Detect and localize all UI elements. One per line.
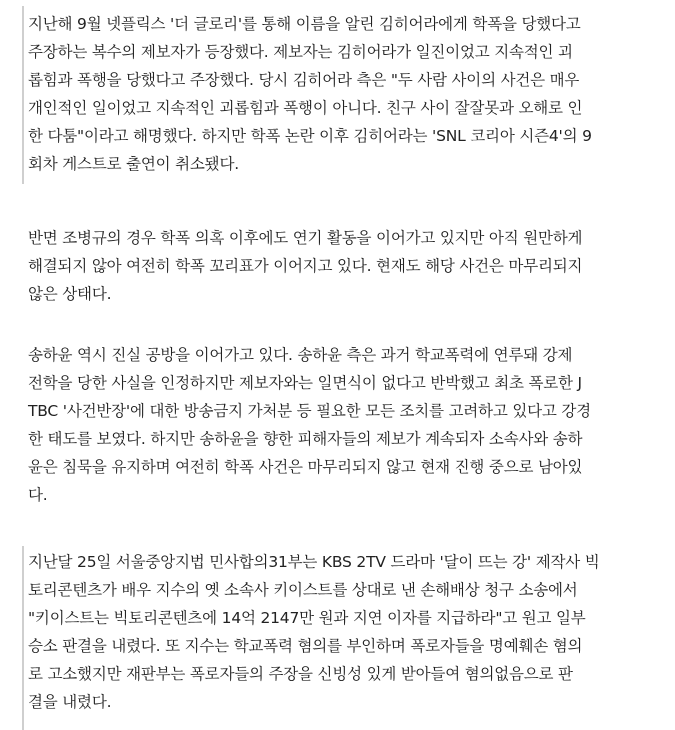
text-line: 다. — [28, 486, 48, 504]
text-line: 전학을 당한 사실을 인정하지만 제보자와는 일면식이 없다고 반박했고 최초 폭로한 J — [28, 374, 582, 392]
paragraph — [0, 224, 675, 314]
quoted-paragraph — [0, 546, 675, 730]
text-line: 해결되지 않아 여전히 학폭 꼬리표가 이어지고 있다. 현재도 해당 사건은 마무리되지 — [28, 257, 583, 275]
text-line: 주장하는 복수의 제보자가 등장했다. 제보자는 김히어라가 일진이었고 지속적인 괴 — [28, 43, 573, 61]
text-line: 로 고소했지만 재판부는 폭로자들의 주장을 신빙성 있게 받아들여 혐의없음으로 판 — [28, 665, 573, 683]
text-line: 지난달 25일 서울중앙지법 민사합의31부는 KBS 2TV 드라마 '달이 뜨는 강' 제작사 빅 — [28, 553, 600, 571]
text-line: 회차 게스트로 출연이 취소됐다. — [28, 155, 239, 173]
text-line: 반면 조병규의 경우 학폭 의혹 이후에도 연기 활동을 이어가고 있지만 아직 원만하게 — [28, 229, 583, 247]
quote-bar — [22, 546, 24, 730]
text-line: 않은 상태다. — [28, 285, 112, 303]
text-line: 롭힘과 폭행을 당했다고 주장했다. 당시 김히어라 측은 "두 사람 사이의 사건은 매우 — [28, 71, 580, 89]
text-line: 토리콘텐츠가 배우 지수의 옛 소속사 키이스트를 상대로 낸 손해배상 청구 소송에서 — [28, 581, 578, 599]
text-line: 개인적인 일이었고 지속적인 괴롭힘과 폭행이 아니다. 친구 사이 잘잘못과 오해로 인 — [28, 99, 583, 117]
text-line: 지난해 9월 넷플릭스 '더 글로리'를 통해 이름을 알린 김히어라에게 학폭을 당했다고 — [28, 15, 581, 33]
text-line: 승소 판결을 내렸다. 또 지수는 학교폭력 혐의를 부인하며 폭로자들을 명예훼손 혐의 — [28, 637, 583, 655]
text-line: 한 태도를 보였다. 하지만 송하윤을 향한 피해자들의 제보가 계속되자 소속사와 송하 — [28, 430, 583, 448]
text-line: TBC '사건반장'에 대한 방송금지 가처분 등 필요한 모든 조치를 고려하고 있다고 강경 — [28, 402, 591, 420]
text-line: 결을 내렸다. — [28, 693, 112, 711]
text-line: "키이스트는 빅토리콘텐츠에 14억 2147만 원과 지연 이자를 지급하라"고 원고 일부 — [28, 609, 586, 627]
quoted-paragraph — [0, 6, 675, 184]
paragraph — [0, 341, 675, 515]
text-line: 한 다툼"이라고 해명했다. 하지만 학폭 논란 이후 김히어라는 'SNL 코리아 시즌4'의 9 — [28, 127, 592, 145]
text-line: 윤은 침묵을 유지하며 여전히 학폭 사건은 마무리되지 않고 현재 진행 중으로 남아있 — [28, 458, 583, 476]
text-line: 송하윤 역시 진실 공방을 이어가고 있다. 송하윤 측은 과거 학교폭력에 연루돼 강제 — [28, 346, 573, 364]
quote-bar — [22, 6, 24, 184]
